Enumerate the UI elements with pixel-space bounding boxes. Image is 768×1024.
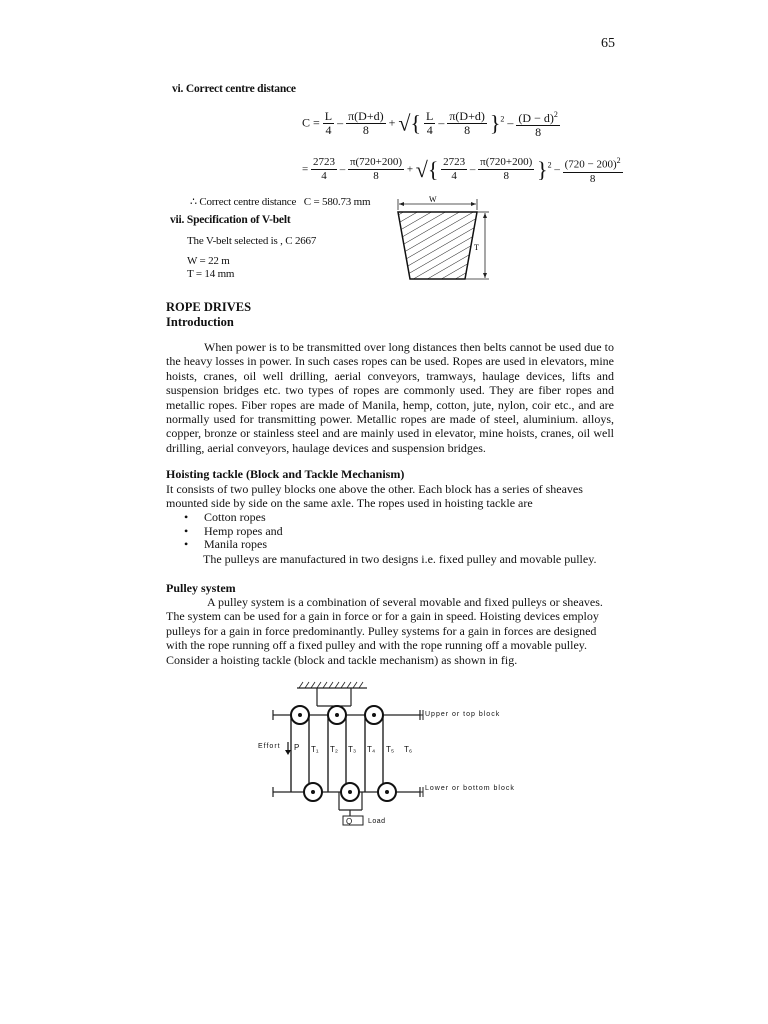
fraction: $\frac{L}{4}$	[426, 109, 434, 137]
load-label: Load	[368, 818, 386, 825]
section-vii-heading: vii. Specification of V-belt	[170, 214, 291, 226]
hoisting-heading: Hoisting tackle (Block and Tackle Mechanism)	[166, 467, 405, 481]
vbelt-thickness: T = 14 mm	[187, 268, 235, 280]
rope-drives-title: ROPE DRIVES	[166, 300, 252, 314]
tension-label-t3: T₃	[348, 745, 357, 754]
vbelt-selected: The V-belt selected is , C 2667	[187, 235, 317, 247]
fraction: $\frac{\pi(720+200)}{8}$	[480, 156, 533, 183]
dimension-w-label: W	[429, 195, 437, 204]
vbelt-width: W = 22 m	[187, 255, 230, 267]
fraction: $\frac{L}{4}$	[324, 109, 333, 137]
formula-line-2: = $\frac{2723}{4}$ – $\frac{\pi(720+200)}{8}$ + √{ $\frac{2723}{4}$ – $\frac{\pi(720+200)}{8}$ }$^2$ – $\frac{(720 - 200)^2}{8}$	[302, 156, 621, 185]
rope-types-list	[184, 511, 283, 552]
tension-label-t6: T₆	[404, 745, 413, 754]
pulley-system-heading: Pulley system	[166, 581, 236, 595]
fraction: $\frac{(720 - 200)^2}{8}$	[564, 156, 621, 185]
tension-label-t2: T₂	[330, 745, 338, 754]
fraction: $\frac{2723}{4}$	[443, 156, 466, 183]
dimension-t-label: T	[474, 243, 479, 252]
introduction-heading: Introduction	[166, 315, 234, 329]
upper-block-label: Upper or top block	[425, 711, 501, 718]
tension-label-t4: T₄	[367, 745, 376, 754]
hoisting-paragraph: It consists of two pulley blocks one above the other. Each block has a series of sheaves mounted side by side on the same axle. The ropes used in hoisting tackle are	[166, 482, 583, 511]
list-item: • Manila ropes	[184, 538, 283, 552]
pulley-system-paragraph: A pulley system is a combination of several movable and fixed pulleys or sheaves. The system can be used for a gain in force or for a gain in speed. Hoisting devices employ pulleys for a gain in force predominantly. Pulley systems for a gain in forces are designed with the rope running off a fixed pulley and with the rope running off a movable pulley. Consider a hoisting tackle (block and tackle mechanism) as shown in fig.	[166, 595, 603, 667]
fraction: $\frac{\pi(D+d)}{8}$	[348, 109, 384, 137]
list-item: • Hemp ropes and	[184, 525, 283, 539]
fraction: $\frac{\pi(D+d)}{8}$	[449, 109, 485, 137]
page-number: 65	[601, 36, 615, 51]
pulley-designs-text: The pulleys are manufactured in two designs i.e. fixed pulley and movable pulley.	[203, 552, 597, 566]
centre-distance-result: ∴ Correct centre distance C = 580.73 mm	[190, 196, 371, 208]
effort-p-label: P	[294, 743, 300, 752]
lower-block-label: Lower or bottom block	[425, 785, 515, 792]
block-tackle-figure	[255, 678, 535, 830]
fraction: $\frac{2723}{4}$	[312, 156, 335, 183]
introduction-paragraph: When power is to be transmitted over long distances then belts cannot be used due to the heavy losses in power. In such cases ropes can be used. Ropes are used in elevators, mine hoists, cranes, oil well drilling, aerial conveyors, tramways, haulage devices, lifts and suspension bridges etc. two types of ropes are commonly used. They are fiber ropes and metallic ropes. Fiber ropes are made of Manila, hemp, cotton, jute, nylon, coir etc., and are normally used for transmitting power. Metallic ropes are made of steel, aluminium. alloys, copper, bronze or stainless steel and are mainly used in elevator, mine hoists, cranes, oil well drilling, aerial conveyors, haulage devices and suspension bridges.	[166, 340, 614, 455]
effort-label: Effort	[258, 743, 281, 750]
fraction: $\frac{(D - d)^2}{8}$	[518, 110, 558, 139]
section-vi-heading: vi. Correct centre distance	[172, 83, 296, 95]
load-q-label: Q	[346, 817, 353, 826]
fraction: $\frac{\pi(720+200)}{8}$	[349, 156, 403, 183]
list-item: • Cotton ropes	[184, 511, 283, 525]
tension-label-t5: T₅	[386, 745, 395, 754]
formula-lhs: C =	[302, 115, 320, 130]
formula-line-1: C = $\frac{L}{4}$ – $\frac{\pi(D+d)}{8}$ + √{ $\frac{L}{4}$ – $\frac{\pi(D+d)}{8}$ }$^2$ – $\frac{(D - d)^2}{8}$	[302, 109, 558, 139]
vbelt-section-diagram	[385, 190, 495, 290]
tension-label-t1: T₁	[311, 745, 319, 754]
